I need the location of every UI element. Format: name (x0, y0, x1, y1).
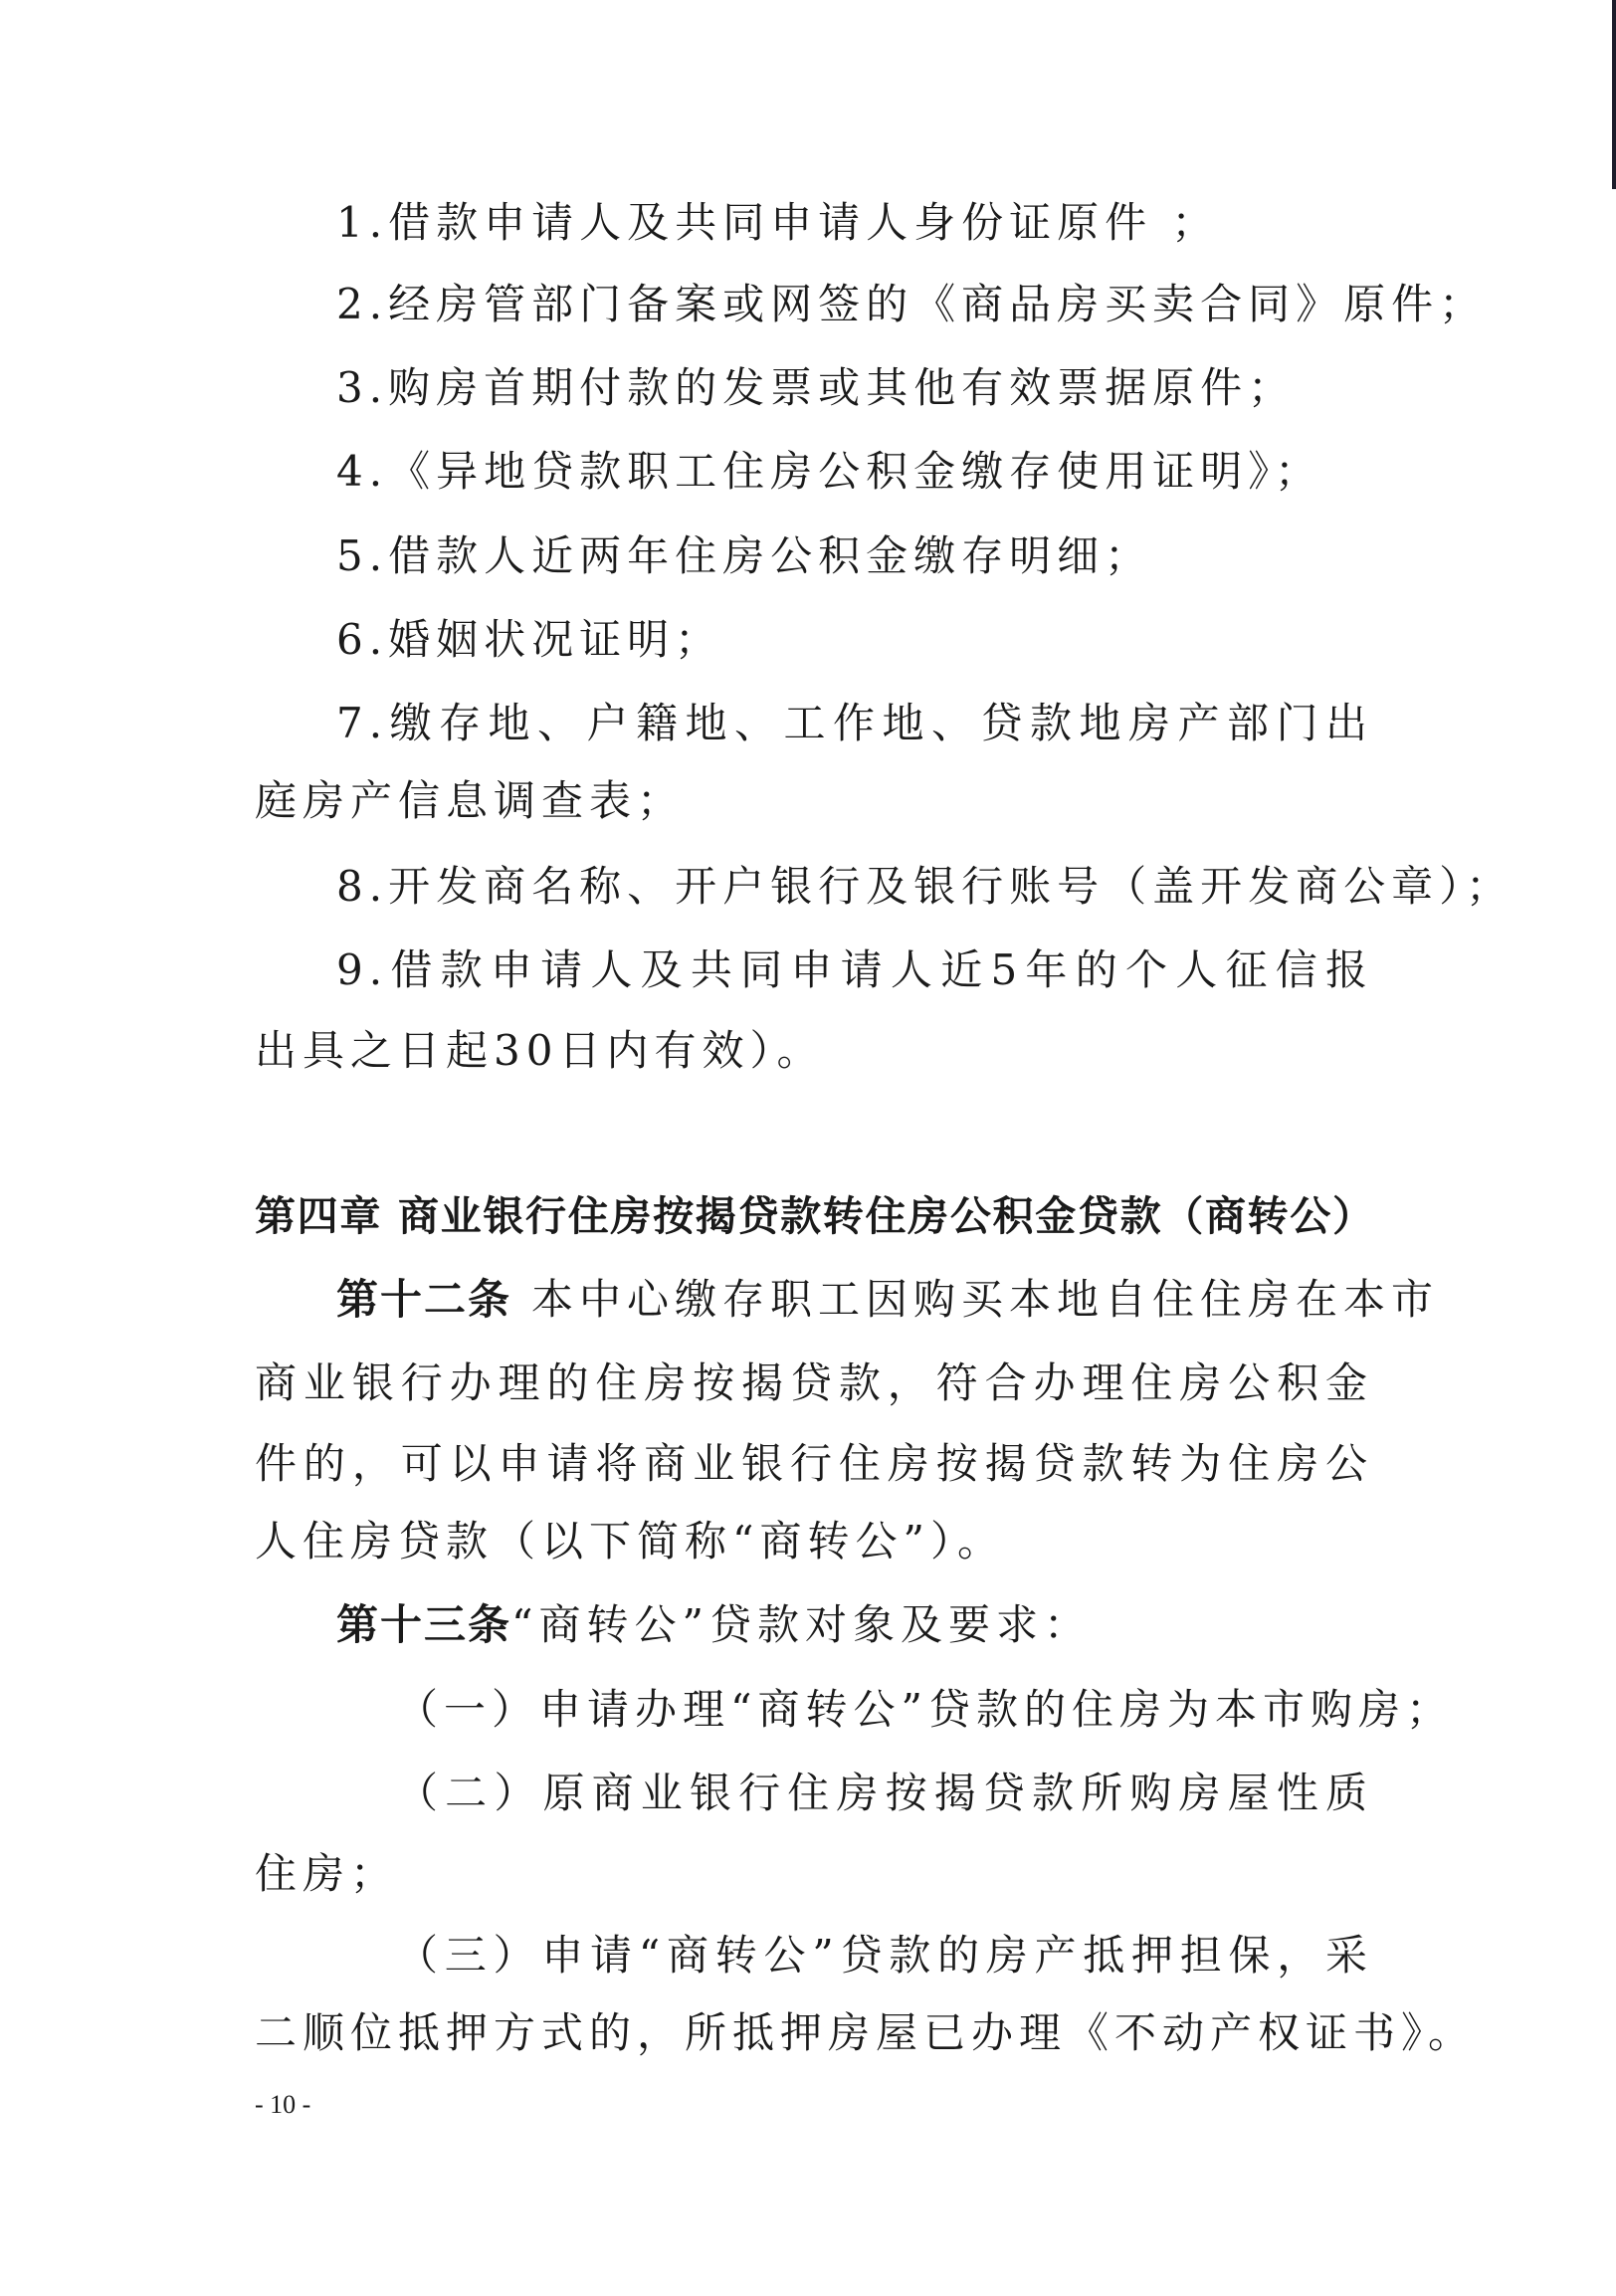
article-label: 第十二条 (336, 1275, 512, 1324)
list-item: 5.借款人近两年住房公积金缴存明细； (336, 531, 1153, 580)
list-item: 2.经房管部门备案或网签的《商品房买卖合同》原件； (336, 280, 1488, 328)
article-text: 商业银行办理的住房按揭贷款，符合办理住房公积金 (255, 1358, 1373, 1407)
page-number: - 10 - (255, 2090, 311, 2119)
article-label: 第十三条 (336, 1600, 512, 1649)
list-item: 4.《异地贷款职工住房公积金缴存使用证明》； (336, 447, 1323, 496)
requirement-item: （一）申请办理“商转公”贷款的住房为本市购房； (396, 1685, 1454, 1734)
requirement-item-continued: 住房； (255, 1849, 399, 1898)
list-item-continued: 庭房产信息调查表； (255, 776, 686, 825)
article-text: “商转公”贷款对象及要求： (511, 1600, 1092, 1649)
list-item: 7.缴存地、户籍地、工作地、贷款地房产部门出 (336, 699, 1373, 747)
list-item: 6.婚姻状况证明； (336, 615, 723, 664)
chapter-heading: 第四章 商业银行住房按揭贷款转住房公积金贷款（商转公） (255, 1192, 1373, 1240)
article-13-intro (336, 1597, 1092, 1653)
scan-edge (1612, 0, 1616, 189)
article-text: 人住房贷款（以下简称“商转公”）。 (255, 1517, 1005, 1565)
article-text: 本中心缴存职工因购买本地自住住房在本市 (531, 1275, 1440, 1324)
list-item: 1.借款申请人及共同申请人身份证原件 ； (336, 198, 1220, 247)
list-item: 8.开发商名称、开户银行及银行账号（盖开发商公章）； (336, 862, 1515, 911)
list-item-continued: 出具之日起30日内有效）。 (255, 1026, 825, 1075)
list-item: 9.借款申请人及共同申请人近5年的个人征信报 (336, 945, 1373, 994)
requirement-item-continued: 二顺位抵押方式的，所抵押房屋已办理《不动产权证书》。 (255, 2008, 1477, 2057)
article-12-first-line (336, 1272, 1440, 1328)
list-item: 3.购房首期付款的发票或其他有效票据原件； (336, 363, 1297, 412)
requirement-item: （三）申请“商转公”贷款的房产抵押担保，采 (396, 1931, 1373, 1980)
article-text: 件的，可以申请将商业银行住房按揭贷款转为住房公 (255, 1439, 1373, 1488)
requirement-item: （二）原商业银行住房按揭贷款所购房屋性质 (396, 1769, 1373, 1817)
